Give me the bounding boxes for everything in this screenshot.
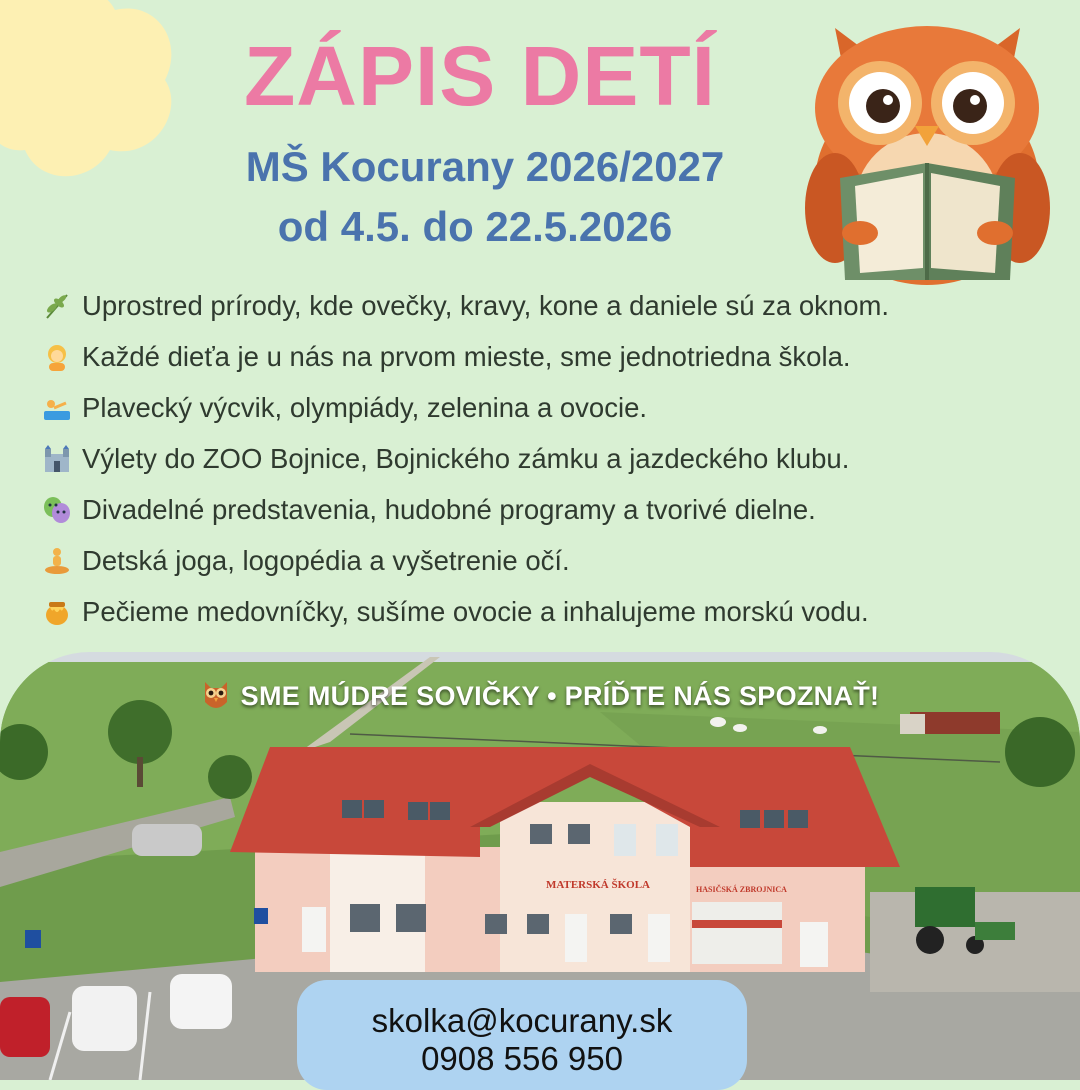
feature-list [42,280,1042,637]
child-icon [42,342,72,372]
feature-text: Každé dieťa je u nás na prvom mieste, sme jednotriedna škola. [82,340,851,372]
feature-item [42,280,1042,331]
slogan-banner [0,680,1080,712]
enrollment-dates: od 4.5. do 22.5.2026 [277,203,673,250]
contact-box [297,980,747,1090]
feature-text: Detská joga, logopédia a vyšetrenie očí. [82,544,570,576]
feature-text: Plavecký výcvik, olympiády, zelenina a ovocie. [82,391,648,423]
feature-item [42,382,1042,433]
honey-pot-icon [42,597,72,627]
phone-number[interactable]: 0908 556 950 [421,1040,623,1077]
herb-icon [42,291,72,321]
feature-text: Pečieme medovníčky, sušíme ovocie a inhalujeme morskú vodu. [82,595,869,627]
slogan-text: SME MÚDRE SOVIČKY • PRÍĎTE NÁS SPOZNAŤ! [240,680,880,711]
school-year-subtitle: MŠ Kocurany 2026/2027 [245,143,725,190]
owl-icon [201,680,231,712]
feature-item [42,484,1042,535]
email-link[interactable]: skolka@kocurany.sk [371,1002,673,1039]
page-title: ZÁPIS DETÍ [243,29,717,123]
materska-skola-sign: MATERSKÁ ŠKOLA [546,879,651,891]
owl-reading-book-illustration [805,18,1050,286]
feature-item [42,331,1042,382]
feature-text: Výlety do ZOO Bojnice, Bojnického zámku a jazdeckého klubu. [82,442,850,474]
feature-text: Divadelné predstavenia, hudobné programy a tvorivé dielne. [82,493,816,525]
theater-masks-icon [42,495,72,525]
feature-item [42,433,1042,484]
castle-icon [42,444,72,474]
feature-item [42,535,1042,586]
hasicska-zbrojnica-sign: HASIČSKÁ ZBROJNICA [696,885,787,894]
swimmer-icon [42,393,72,423]
feature-text: Uprostred prírody, kde ovečky, kravy, kone a daniele sú za oknom. [82,289,890,321]
feature-item [42,586,1042,637]
yoga-icon [42,546,72,576]
